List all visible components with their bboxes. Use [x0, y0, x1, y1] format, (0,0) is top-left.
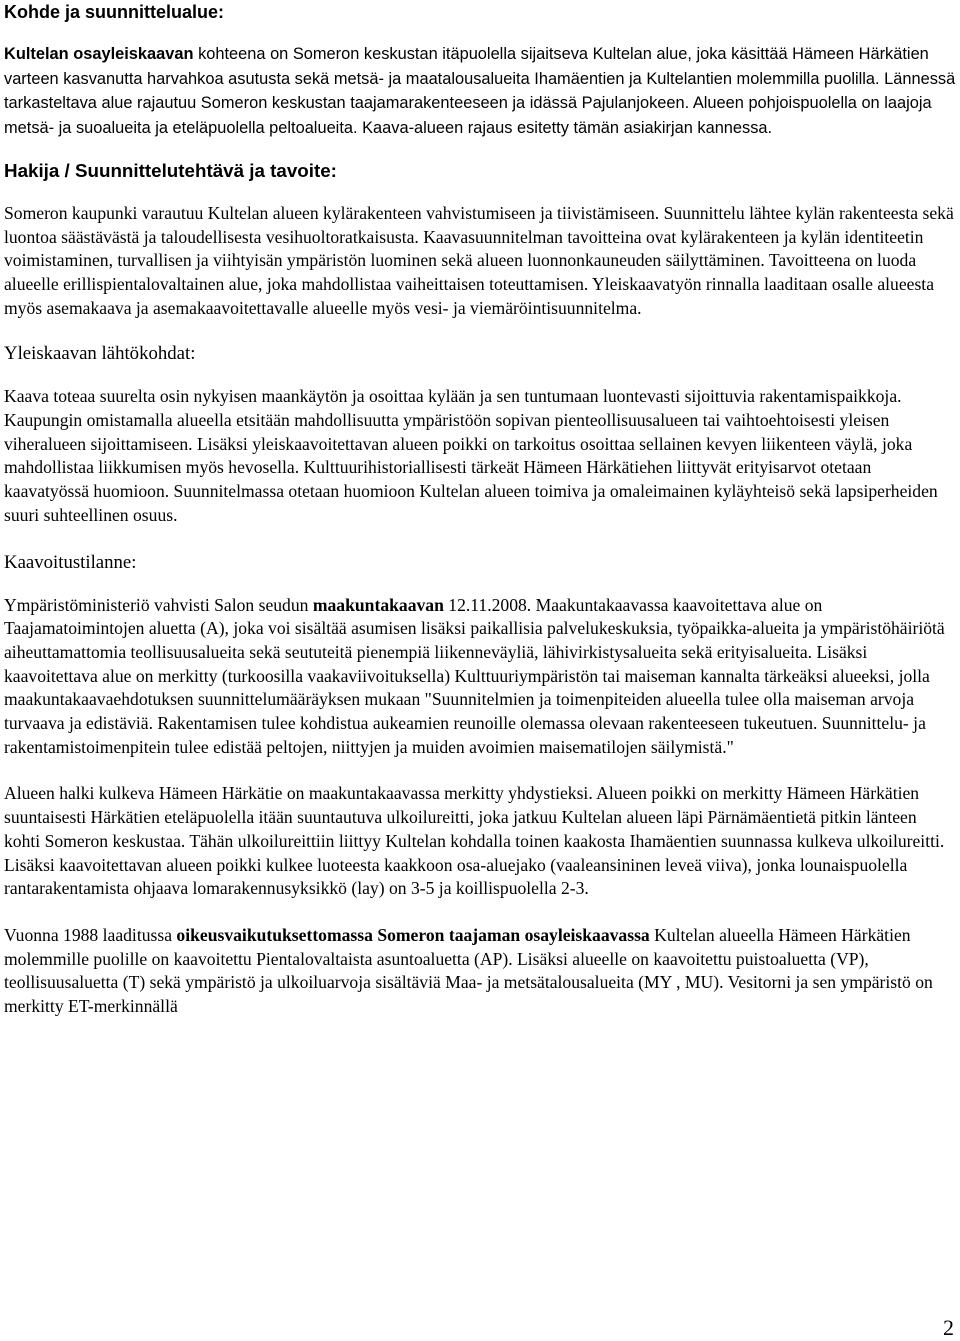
page-number: 2 — [943, 1315, 954, 1340]
section-title-applicant: Hakija / Suunnittelutehtävä ja tavoite: — [4, 159, 337, 181]
document-page — [4, 0, 956, 1019]
starting-points-paragraph: Kaava toteaa suurelta osin nykyisen maankäytön ja osoittaa kylään ja sen tuntumaan luontevasti sijoittuvia rakentamispaikkoja. Kaupungin omistamalla alueella etsitään mahdollisuutta ympäristöön sopivan pienteollisuusalueen tai vaihtoehtoisesti yleisen viheralueen sijoittamiseen. Lisäksi yleiskaavoitettavan alueen poikki on tarkoitus osoittaa sellainen kevyen liikenteen väylä, joka mahdollistaa liikkumisen myös hevosella. Kulttuurihistoriallisesti tärkeät Hämeen Härkätiehen liittyvät erityisarvot otetaan kaavatyössä huomioon. Suunnitelmassa otetaan huomioon Kultelan alueen toimiva ja omaleimainen kyläyhteisö sekä lapsiperheiden suuri suhteellinen osuus. — [4, 386, 938, 525]
master-plan-term: oikeusvaikutuksettomassa Someron taajaman osayleiskaavassa — [176, 924, 650, 945]
section-target-area-paragraph — [4, 42, 956, 141]
planning-status-paragraph-3 — [4, 924, 956, 1019]
section-title-planning-status: Kaavoitustilanne: — [4, 551, 137, 573]
target-area-text-2: Alueen pohjoispuolella on laajoja metsä- ja suoalueita ja eteläpuolella peltoalueita. Kaava-alueen rajaus esitetty tämän asiakirjan kannessa. — [4, 94, 932, 138]
target-area-text: kohteena on Someron keskustan itäpuolella sijaitseva Kultelan alue, joka käsittää Hämeen Härkätien varteen kasvanutta harvahkoa asutusta sekä metsä- ja maatalousalueita Ihamäentien ja Kultelantien molemmilla puolilla. Lännessä tarkasteltava alue rajautuu Someron keskustan taajamarakenteeseen ja idässä Pajulanjokeen. — [4, 45, 956, 113]
regional-plan-term: maakuntakaavan — [312, 594, 444, 615]
planning-status-paragraph-1 — [4, 594, 956, 760]
master-plan-text-b: Kultelan alueella Hämeen Härkätien molemmille puolille on kaavoitettu Pientalovaltaista asuntoaluetta (AP). Lisäksi alueelle on kaavoitettu puistoaluetta (VP), teollisuusaluetta (T) sekä ympäristö ja ulkoiluarvoja sisältäviä Maa- ja metsätalousalueita (MY , MU). Vesitorni ja sen ympäristö on merkitty ET-merkinnällä — [4, 924, 933, 1017]
planning-status-paragraph-2: Alueen halki kulkeva Hämeen Härkätie on maakuntakaavassa merkitty yhdystieksi. Alueen poikki on merkitty Hämeen Härkätien suuntaisesti Härkätien eteläpuolella itään suuntautuva ulkoilureitti, joka jatkuu Kultelan alueen läpi Pärnämäentietä pitkin länteen kohti Someron keskustaa. Tähän ulkoilureittiin liittyy Kultelan kohdalla toinen kaakosta Ihamäentien suunnassa kulkeva ulkoilureitti. Lisäksi kaavoitettavan alueen poikki kulkee luoteesta kaakkoon osa-aluejako (vaaleansininen leveä viiva), jonka lounaispuolella rantarakentamista ohjaava lomarakennusyksikkö (lay) on 3-5 ja koillispuolella 2-3. — [4, 783, 945, 899]
page-heading: Kohde ja suunnittelualue: — [4, 2, 225, 22]
section-title-starting-points: Yleiskaavan lähtökohdat: — [4, 343, 196, 365]
applicant-paragraph: Someron kaupunki varautuu Kultelan alueen kylärakenteen vahvistumiseen ja tiivistämiseen. Suunnittelu lähtee kylän rakenteesta sekä luontoa säästävästä ja taloudellisesta vesihuoltoratkaisusta. Kaavasuunnitelman tavoitteina ovat kylärakenteen ja kylän identiteetin voimistaminen, turvallisen ja viihtyisän ympäristön luominen sekä alueen luonnonkauneuden säilyttäminen. Tavoitteena on luoda alueelle erillispientalovaltainen alue, joka mahdollistaa vaiheittaisen toteuttamisen. Yleiskaavatyön rinnalla laaditaan osalle alueesta myös asemakaava ja asemakaavoitettavalle alueelle myös vesi- ja viemäröintisuunnitelma. — [4, 202, 954, 318]
planning-status-text-b: 12.11.2008. Maakuntakaavassa kaavoitettava alue on Taajamatoimintojen aluetta (A), joka voi sisältää asumisen lisäksi paikallisia palvelukeskuksia, työpaikka-alueita ja ympäristöhäiriötä aiheuttamattomia teollisuusalueita sekä seututeitä pienempiä liikenneväyliä, lähivirkistysalueita sekä erityisalueita. Lisäksi kaavoitettava alue on merkitty (turkoosilla vaakaviivoituksella) Kulttuuriympäristön tai maiseman kannalta tärkeäksi alueeksi, jolla maakuntakaavaehdotuksen suunnittelumääräyksen mukaan "Suunnitelmien ja toimenpiteiden alueella tulee olla maiseman arvoja turvaava ja edistäviä. Rakentamisen tulee kohdistua aukeamien reunoille olemassa olevaan rakenteeseen tukeutuen. Suunnittelu- ja rakentamistoimenpitein tulee edistää peltojen, niittyjen ja muiden avoimien maisematilojen säilymistä." — [4, 594, 945, 757]
planning-status-text-a: Ympäristöministeriö vahvisti Salon seudun — [4, 594, 313, 615]
master-plan-text-a: Vuonna 1988 laaditussa — [4, 924, 177, 945]
plan-name-intro: Kultelan osayleiskaavan — [4, 45, 194, 63]
